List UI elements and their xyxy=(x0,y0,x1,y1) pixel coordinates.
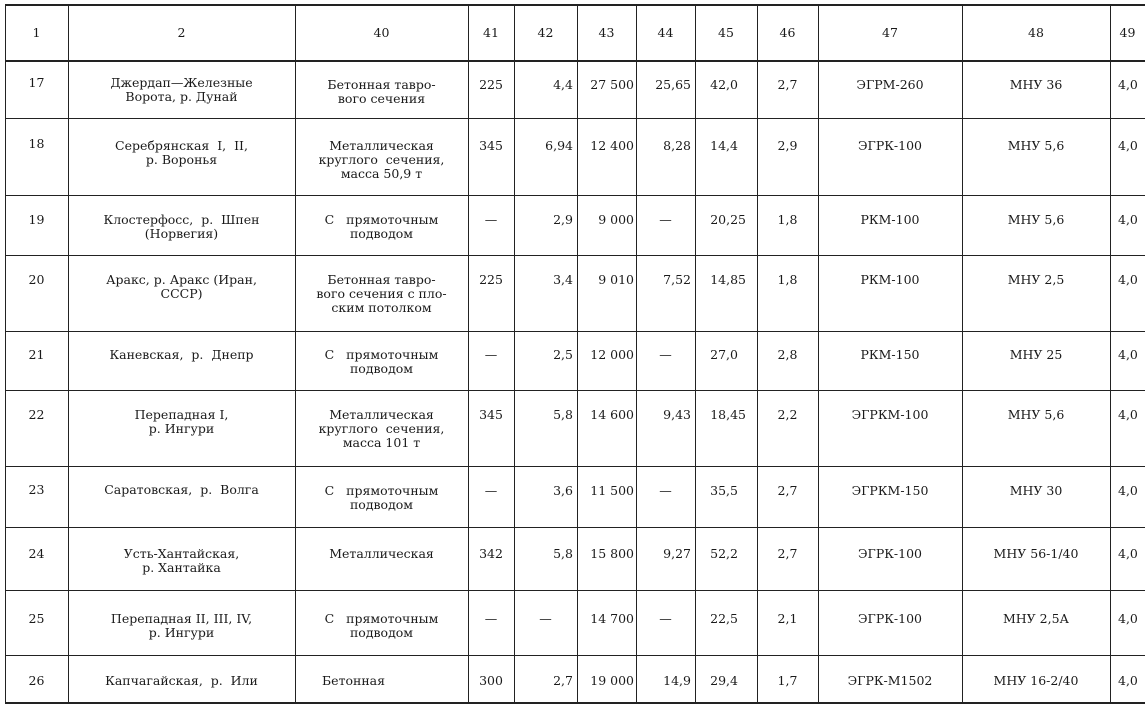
table-cell: — xyxy=(484,611,498,626)
table-cell: 29,4 xyxy=(710,673,738,688)
table-cell: 26 xyxy=(28,673,45,688)
row-separator xyxy=(5,118,1145,119)
header-separator xyxy=(5,60,1145,62)
row-separator xyxy=(5,390,1145,391)
table-cell: Металлическая круглого сечения, масса 50,9 т xyxy=(318,138,445,181)
table-cell: 12 400 xyxy=(590,138,634,153)
header-cell: 43 xyxy=(598,25,615,40)
table-cell: 3,6 xyxy=(553,483,573,498)
table-cell: 24 xyxy=(28,546,45,561)
table-cell: 20,25 xyxy=(710,212,746,227)
row-separator xyxy=(5,655,1145,656)
table-cell: — xyxy=(484,212,498,227)
table-cell: 18 xyxy=(28,136,45,151)
table-cell: 22,5 xyxy=(710,611,738,626)
table-cell: РКМ-100 xyxy=(860,272,920,287)
table-cell: Металлическая круглого сечения, масса 101 т xyxy=(318,407,445,450)
table-cell: Серебрянская I, II, р. Воронья xyxy=(115,138,248,167)
table-cell: МНУ 56-1/40 xyxy=(993,546,1079,561)
table-cell: 4,0 xyxy=(1118,407,1138,422)
table-cell: 345 xyxy=(479,138,503,153)
table-cell: 1,8 xyxy=(777,272,798,287)
table-cell: ЭГРМ-260 xyxy=(856,77,924,92)
table-cell: Бетонная тавро- вого сечения с пло- ским потолком xyxy=(316,272,447,315)
table-cell: Саратовская, р. Волга xyxy=(104,482,259,497)
table-cell: 20 xyxy=(28,272,45,287)
table-cell: С прямоточным подводом xyxy=(324,611,439,640)
table-cell: Усть-Хантайская, р. Хантайка xyxy=(123,546,240,575)
table-cell: 15 800 xyxy=(590,546,634,561)
table-cell: 11 500 xyxy=(590,483,634,498)
header-cell: 46 xyxy=(779,25,796,40)
table-cell: — xyxy=(659,212,672,227)
table-cell: Клостерфосс, р. Шпен (Норвегия) xyxy=(103,212,260,241)
table-cell: — xyxy=(659,483,672,498)
row-separator xyxy=(5,331,1145,332)
table-cell: Капчагайская, р. Или xyxy=(105,673,258,688)
table-cell: Металлическая xyxy=(329,546,434,561)
table-cell: 19 xyxy=(28,212,45,227)
table-cell: 25 xyxy=(28,611,45,626)
table-cell: 2,9 xyxy=(553,212,573,227)
table-cell: — xyxy=(659,611,672,626)
header-cell: 49 xyxy=(1119,25,1136,40)
table-cell: МНУ 36 xyxy=(1009,77,1063,92)
table-cell: 4,4 xyxy=(553,77,573,92)
table-cell: Джердап—Железные Ворота, р. Дунай xyxy=(110,75,253,104)
table-cell: ЭГРК-100 xyxy=(857,546,922,561)
table-cell: 1,8 xyxy=(777,212,798,227)
table-cell: 2,7 xyxy=(777,77,798,92)
table-cell: 14,4 xyxy=(710,138,738,153)
table-cell: Каневская, р. Днепр xyxy=(109,347,254,362)
table-cell: 12 000 xyxy=(590,347,634,362)
table-cell: — xyxy=(484,483,498,498)
table-cell: 225 xyxy=(479,272,503,287)
table-cell: ЭГРК-М1502 xyxy=(847,673,933,688)
table-cell: Перепадная I, р. Ингури xyxy=(134,407,229,436)
header-cell: 47 xyxy=(882,25,898,40)
table-cell: 14,9 xyxy=(663,673,691,688)
table-cell: 2,2 xyxy=(777,407,798,422)
table-cell: 9 000 xyxy=(598,212,634,227)
row-separator xyxy=(5,590,1145,591)
table-cell: 42,0 xyxy=(710,77,738,92)
table-cell: ЭГРКМ-150 xyxy=(851,483,929,498)
table-cell: 3,4 xyxy=(553,272,573,287)
table-cell: С прямоточным подводом xyxy=(324,347,439,376)
table-cell: С прямоточным подводом xyxy=(324,483,439,512)
table-cell: Бетонная xyxy=(322,673,386,688)
table-cell: 14 700 xyxy=(590,611,634,626)
table-border-bottom xyxy=(5,702,1145,704)
table-cell: МНУ 5,6 xyxy=(1007,138,1065,153)
table-border-top xyxy=(5,4,1145,6)
table-cell: 21 xyxy=(28,347,45,362)
table-cell: ЭГРКМ-100 xyxy=(851,407,929,422)
header-cell: 1 xyxy=(32,25,41,40)
table-cell: ЭГРК-100 xyxy=(857,138,922,153)
table-cell: 14,85 xyxy=(710,272,746,287)
table-cell: 4,0 xyxy=(1118,347,1138,362)
table-cell: 22 xyxy=(28,407,45,422)
table-cell: 8,28 xyxy=(663,138,691,153)
table-cell: 2,5 xyxy=(553,347,573,362)
table-cell: 23 xyxy=(28,482,45,497)
table-cell: — xyxy=(539,611,552,626)
table-cell: 4,0 xyxy=(1118,546,1138,561)
table-cell: 17 xyxy=(28,75,45,90)
table-cell: 2,7 xyxy=(553,673,573,688)
header-cell: 41 xyxy=(483,25,499,40)
table-cell: 345 xyxy=(479,407,503,422)
table-cell: 4,0 xyxy=(1118,138,1138,153)
table-cell: МНУ 16-2/40 xyxy=(993,673,1079,688)
table-cell: 25,65 xyxy=(655,77,691,92)
table-cell: 2,9 xyxy=(777,138,798,153)
table-cell: 4,0 xyxy=(1118,212,1138,227)
table-cell: МНУ 30 xyxy=(1009,483,1063,498)
table-cell: Аракс, р. Аракс (Иран, СССР) xyxy=(106,272,257,301)
table-cell: — xyxy=(659,347,672,362)
table-cell: 9,43 xyxy=(663,407,691,422)
header-cell: 48 xyxy=(1028,25,1044,40)
table-cell: 27,0 xyxy=(710,347,738,362)
table-cell: 2,8 xyxy=(777,347,798,362)
header-cell: 40 xyxy=(373,25,390,40)
table-cell: 300 xyxy=(479,673,503,688)
table-cell: Перепадная II, III, IV, р. Ингури xyxy=(110,611,253,640)
table-cell: МНУ 2,5 xyxy=(1007,272,1065,287)
row-separator xyxy=(5,527,1145,528)
table-cell: РКМ-150 xyxy=(860,347,920,362)
table-cell: 2,1 xyxy=(777,611,798,626)
table-cell: Бетонная тавро- вого сечения xyxy=(327,77,436,106)
table-cell: 35,5 xyxy=(710,483,738,498)
table-cell: 9,27 xyxy=(663,546,691,561)
table-cell: 5,8 xyxy=(553,546,573,561)
table-cell: — xyxy=(484,347,498,362)
table-cell: 4,0 xyxy=(1118,483,1138,498)
table-cell: 2,7 xyxy=(777,483,798,498)
table-cell: МНУ 2,5А xyxy=(1002,611,1070,626)
table-cell: 4,0 xyxy=(1118,272,1138,287)
header-cell: 2 xyxy=(177,25,186,40)
table-cell: 4,0 xyxy=(1118,673,1138,688)
table-cell: 14 600 xyxy=(590,407,634,422)
header-cell: 42 xyxy=(537,25,554,40)
row-separator xyxy=(5,195,1145,196)
table-cell: 27 500 xyxy=(590,77,634,92)
table-cell: 342 xyxy=(479,546,503,561)
table-cell: С прямоточным подводом xyxy=(324,212,439,241)
row-separator xyxy=(5,255,1145,256)
table-cell: 5,8 xyxy=(553,407,573,422)
table-cell: 9 010 xyxy=(598,272,634,287)
row-separator xyxy=(5,466,1145,467)
table-cell: МНУ 25 xyxy=(1009,347,1063,362)
table-cell: МНУ 5,6 xyxy=(1007,212,1065,227)
table-cell: 6,94 xyxy=(545,138,573,153)
table-cell: ЭГРК-100 xyxy=(857,611,922,626)
header-cell: 45 xyxy=(718,25,734,40)
table-cell: 18,45 xyxy=(710,407,746,422)
table-cell: МНУ 5,6 xyxy=(1007,407,1065,422)
table-cell: 52,2 xyxy=(710,546,738,561)
table-cell: 19 000 xyxy=(590,673,634,688)
table-cell: 225 xyxy=(479,77,503,92)
table-cell: РКМ-100 xyxy=(860,212,920,227)
table-cell: 2,7 xyxy=(777,546,798,561)
table-cell: 1,7 xyxy=(777,673,798,688)
table-cell: 4,0 xyxy=(1118,77,1138,92)
table-cell: 7,52 xyxy=(663,272,691,287)
column-separator xyxy=(1110,4,1111,703)
table-cell: 4,0 xyxy=(1118,611,1138,626)
header-cell: 44 xyxy=(657,25,674,40)
